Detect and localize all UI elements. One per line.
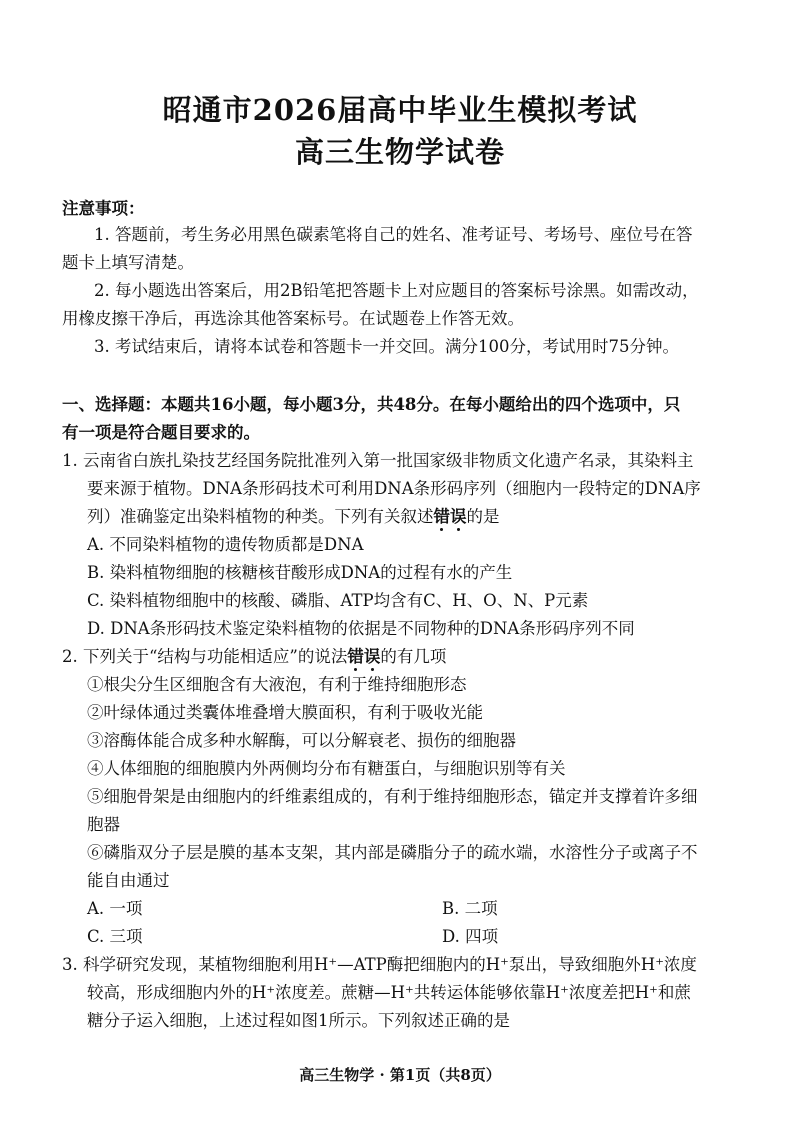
- q1-line-2: 要来源于植物。DNA条形码技术可利用DNA条形码序列（细胞内一段特定的DNA序: [87, 479, 701, 498]
- page-footer: 高三生物学 · 第1页（共8页）: [299, 1066, 501, 1084]
- q3-line-3: 糖分子运入细胞，上述过程如图1所示。下列叙述正确的是: [87, 1011, 510, 1030]
- q2-option-b: B. 二项: [442, 899, 498, 918]
- notice-item-2a: 2. 每小题选出答案后，用2B铅笔把答题卡上对应题目的答案标号涂黑。如需改动，: [94, 281, 699, 300]
- notice-item-2b: 用橡皮擦干净后，再选涂其他答案标号。在试题卷上作答无效。: [62, 309, 524, 328]
- q3-line-1: 3. 科学研究发现，某植物细胞利用H⁺—ATP酶把细胞内的H⁺泵出，导致细胞外H⁺浓度: [62, 955, 697, 974]
- notice-heading: 注意事项：: [62, 199, 145, 218]
- q1-option-b: B. 染料植物细胞的核糖核苷酸形成DNA的过程有水的产生: [87, 563, 513, 582]
- q2-emphasis-2: 误: [363, 647, 381, 666]
- q2-stem: [62, 646, 446, 668]
- q1-option-c: C. 染料植物细胞中的核酸、磷脂、ATP均含有C、H、O、N、P元素: [87, 591, 589, 610]
- q2-statement-4: ④人体细胞的细胞膜内外两侧均分布有糖蛋白，与细胞识别等有关: [87, 759, 566, 778]
- q1-emphasis-2: 误: [450, 507, 467, 526]
- q1-option-a: A. 不同染料植物的遗传物质都是DNA: [87, 535, 364, 554]
- q2-option-a: A. 一项: [87, 899, 143, 918]
- q1-line-1: 1. 云南省白族扎染技艺经国务院批准列入第一批国家级非物质文化遗产名录，其染料主: [62, 451, 694, 470]
- q2-statement-3: ③溶酶体能合成多种水解酶，可以分解衰老、损伤的细胞器: [87, 731, 516, 750]
- notice-item-1a: 1. 答题前，考生务必用黑色碳素笔将自己的姓名、准考证号、考场号、座位号在答: [94, 225, 693, 244]
- q2-stem-pre: 2. 下列关于“结构与功能相适应”的说法: [62, 647, 348, 666]
- exam-title: 昭通市2026届高中毕业生模拟考试: [162, 93, 638, 127]
- q1-line-3-pre: 列）准确鉴定出染料植物的种类。下列有关叙述: [87, 507, 434, 526]
- notice-item-3: 3. 考试结束后，请将本试卷和答题卡一并交回。满分100分，考试用时75分钟。: [94, 337, 679, 356]
- q1-emphasis-1: 错: [433, 507, 450, 526]
- q2-option-d: D. 四项: [442, 927, 499, 946]
- q1-line-3: [87, 506, 500, 528]
- q1-option-d: D. DNA条形码技术鉴定染料植物的依据是不同物种的DNA条形码序列不同: [87, 619, 635, 638]
- q2-statement-6a: ⑥磷脂双分子层是膜的基本支架，其内部是磷脂分子的疏水端，水溶性分子或离子不: [87, 843, 698, 862]
- q2-statement-1: ①根尖分生区细胞含有大液泡，有利于维持细胞形态: [87, 675, 467, 694]
- q2-statement-5b: 胞器: [87, 815, 120, 834]
- q2-statement-5a: ⑤细胞骨架是由细胞内的纤维素组成的，有利于维持细胞形态，锚定并支撑着许多细: [87, 787, 698, 806]
- exam-subtitle: 高三生物学试卷: [294, 135, 505, 169]
- section-heading-a: 一、选择题：本题共16小题，每小题3分，共48分。在每小题给出的四个选项中，只: [62, 395, 681, 414]
- q1-line-3-post: 的是: [466, 507, 500, 526]
- q3-line-2: 较高，形成细胞内外的H⁺浓度差。蔗糖—H⁺共转运体能够依靠H⁺浓度差把H⁺和蔗: [87, 983, 691, 1002]
- q2-stem-post: 的有几项: [380, 647, 447, 666]
- section-heading-b: 有一项是符合题目要求的。: [62, 423, 260, 442]
- notice-item-1b: 题卡上填写清楚。: [62, 253, 194, 272]
- q2-statement-2: ②叶绿体通过类囊体堆叠增大膜面积，有利于吸收光能: [87, 703, 483, 722]
- q2-option-c: C. 三项: [87, 927, 143, 946]
- q2-emphasis-1: 错: [347, 647, 364, 666]
- q2-statement-6b: 能自由通过: [87, 871, 170, 890]
